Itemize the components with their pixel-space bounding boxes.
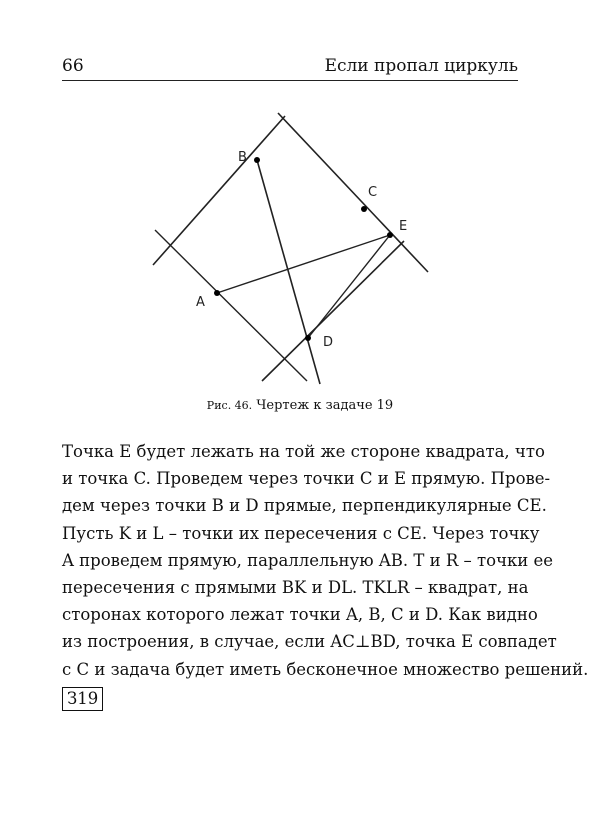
line-through-C-E — [278, 113, 428, 272]
figure-caption — [0, 398, 600, 413]
answer-box: З19 — [62, 687, 103, 711]
text-line-5: A проведем прямую, параллельную AB. T и R – точки ее — [62, 550, 554, 570]
point-D — [305, 335, 311, 341]
body-paragraph — [62, 438, 589, 712]
page-header — [62, 56, 518, 81]
point-B — [254, 157, 260, 163]
label-B: B — [238, 150, 247, 165]
line-through-A — [155, 230, 307, 381]
text-line-4: Пусть K и L – точки их пересечения с CE. Через точку — [62, 523, 540, 543]
point-E — [387, 232, 393, 238]
line-through-D — [262, 241, 404, 381]
segment-ED — [308, 235, 390, 338]
text-line-8: из построения, в случае, если AC⊥BD, точка E совпадет — [62, 632, 557, 652]
text-line-6: пересечения с прямыми BK и DL. TKLR – квадрат, на — [62, 577, 529, 597]
figure-drawing — [140, 108, 440, 392]
caption-prefix: Рис. 46. — [206, 399, 253, 412]
label-C: C — [368, 185, 378, 200]
segment-BD — [257, 160, 320, 384]
label-E: E — [399, 219, 408, 234]
running-title: Если пропал циркуль — [324, 56, 518, 76]
label-A: A — [196, 295, 205, 310]
text-line-2: и точка C. Проведем через точки C и E прямую. Прове- — [62, 469, 551, 489]
page-number: 66 — [62, 56, 84, 76]
caption-text: Чертеж к задаче 19 — [256, 398, 394, 413]
text-line-1: Точка E будет лежать на той же стороне квадрата, что — [62, 442, 545, 461]
point-A — [214, 290, 220, 296]
text-line-9: с C и задача будет иметь бесконечное множество решений. — [62, 659, 589, 679]
text-line-7: сторонах которого лежат точки A, B, C и D. Как видно — [62, 605, 538, 625]
point-C — [361, 206, 367, 212]
segment-AE — [217, 235, 390, 293]
text-line-3: дем через точки B и D прямые, перпендикулярные CE. — [62, 496, 547, 516]
geometry-figure — [140, 108, 440, 392]
label-D: D — [323, 335, 334, 350]
